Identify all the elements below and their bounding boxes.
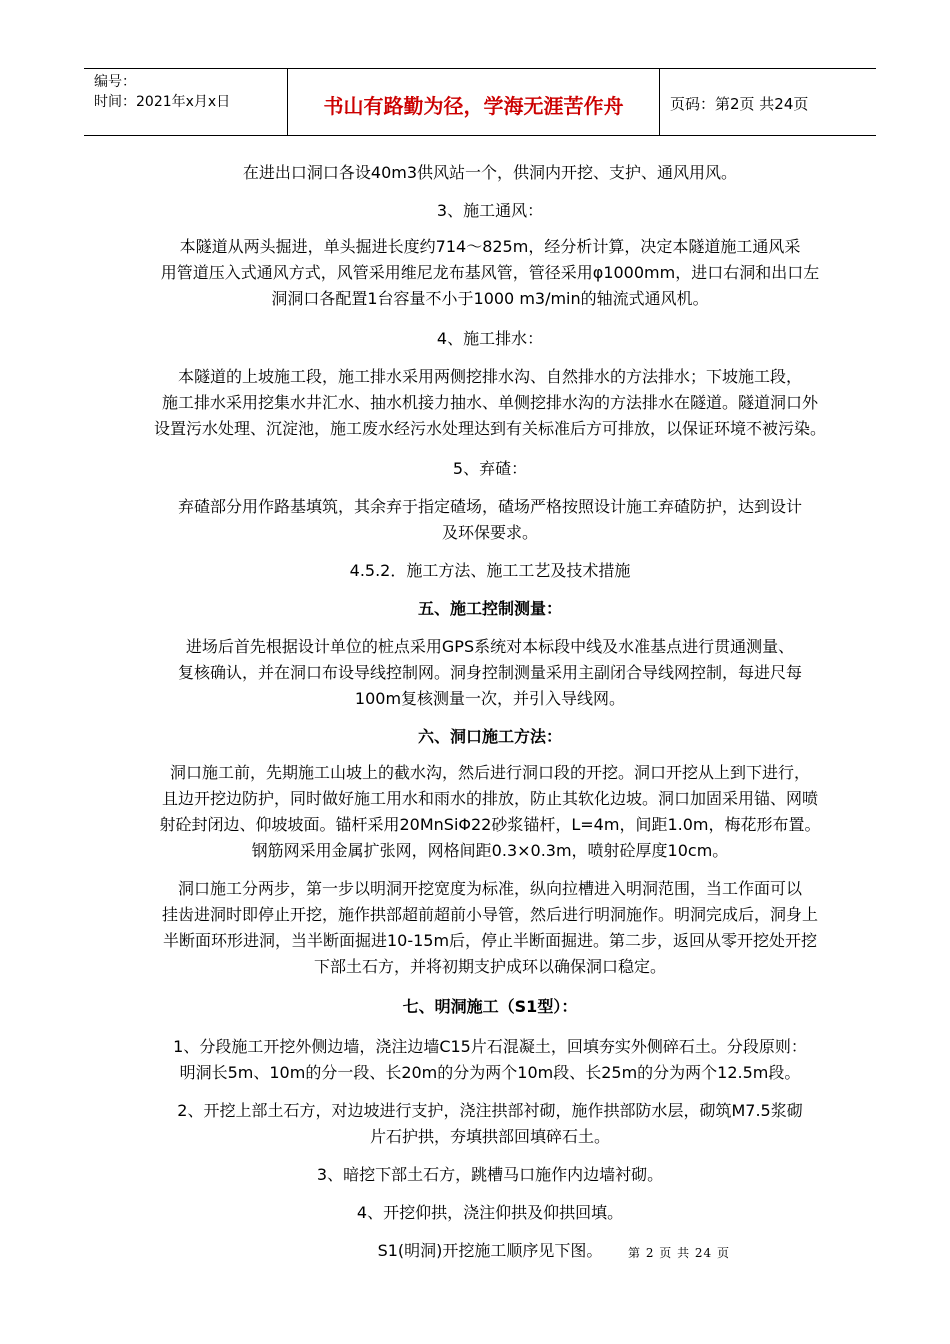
heading-survey: 五、施工控制测量： [417,599,562,618]
header-table [84,68,876,136]
paragraph-survey: 进场后首先根据设计单位的桩点采用GPS系统对本标段中线及水准基点进行贯通测量、 复核确认，并在洞口布设导线控制网。洞身控制测量采用主副闭合导线网控制，每进尺每 100m复核测量一次，并引入导线网。 [177,637,802,708]
paragraph-step-2: 2、开挖上部土石方，对边坡进行支护，浇注拱部衬砌，施作拱部防水层，砌筑M7.5浆砌 片石护拱，夯填拱部回填碎石土。 [177,1101,803,1146]
paragraph-waste: 弃碴部分用作路基填筑，其余弃于指定碴场，碴场严格按照设计施工弃碴防护，达到设计 及环保要求。 [177,497,802,542]
paragraph-figure-ref: S1(明洞)开挖施工顺序见下图。 [377,1241,603,1260]
heading-ventilation: 3、施工通风： [436,201,544,220]
document-body [100,160,880,1264]
page-footer: 第 2 页 共 24 页 [628,1246,730,1260]
heading-methods: 4.5.2．施工方法、施工工艺及技术措施 [349,561,631,580]
heading-portal: 六、洞口施工方法： [417,727,562,746]
paragraph-air-supply: 在进出口洞口各设40m3供风站一个，供洞内开挖、支护、通风用风。 [242,163,738,182]
heading-open-cut: 七、明洞施工（S1型）： [402,997,578,1016]
time-label: 时间：2021年x月x日 [94,94,231,110]
paragraph-step-3: 3、暗挖下部土石方，跳槽马口施作内边墙衬砌。 [316,1165,664,1184]
number-label: 编号： [94,74,136,90]
paragraph-portal-1: 洞口施工前，先期施工山坡上的截水沟，然后进行洞口段的开挖。洞口开挖从上到下进行， 且边开挖边防护，同时做好施工用水和雨水的排放，防止其软化边坡。洞口加固采用锚、网喷 射砼封闭边、仰坡坡面。锚杆采用20MnSiΦ22砂浆锚杆，L=4m，间距1.0m，梅花形布置。 钢筋网采用金属扩张网，网格间距0.3×0.3m，喷射砼厚度10cm。 [159,763,821,860]
header-page-info: 页码：第2页 共24页 [670,94,809,113]
heading-waste: 5、弃碴： [452,459,528,478]
paragraph-portal-2: 洞口施工分两步，第一步以明洞开挖宽度为标准，纵向拉槽进入明洞范围，当工作面可以 挂齿进洞时即停止开挖，施作拱部超前超前小导管，然后进行明洞施作。明洞完成后，洞身上 半断面环形进洞，当半断面掘进10-15m后，停止半断面掘进。第二步，返回从零开挖处开挖 下部土石方，并将初期支护成环以确保洞口稳定。 [161,879,818,976]
heading-drainage: 4、施工排水： [436,329,544,348]
paragraph-step-4: 4、开挖仰拱，浇注仰拱及仰拱回填。 [356,1203,624,1222]
header-motto: 书山有路勤为径，学海无涯苦作舟 [288,69,660,135]
paragraph-step-1: 1、分段施工开挖外侧边墙，浇注边墙C15片石混凝土，回填夯实外侧碎石土。分段原则： 明洞长5m、10m的分一段、长20m的分为两个10m段、长25m的分为两个12.5m段。 [173,1037,807,1082]
paragraph-ventilation: 本隧道从两头掘进，单头掘进长度约714～825m，经分析计算，决定本隧道施工通风采 用管道压入式通风方式，风管采用维尼龙布基风管，管径采用φ1000mm，进口右洞和出口左 洞洞口各配置1台容量不小于1000 m3/min的轴流式通风机。 [160,237,820,308]
header-meta [84,69,288,135]
paragraph-drainage: 本隧道的上坡施工段，施工排水采用两侧挖排水沟、自然排水的方法排水；下坡施工段， 施工排水采用挖集水井汇水、抽水机接力抽水、单侧挖排水沟的方法排水在隧道。隧道洞口外 设置污水处理、沉淀池，施工废水经污水处理达到有关标准后方可排放，以保证环境不被污染。 [153,367,826,438]
